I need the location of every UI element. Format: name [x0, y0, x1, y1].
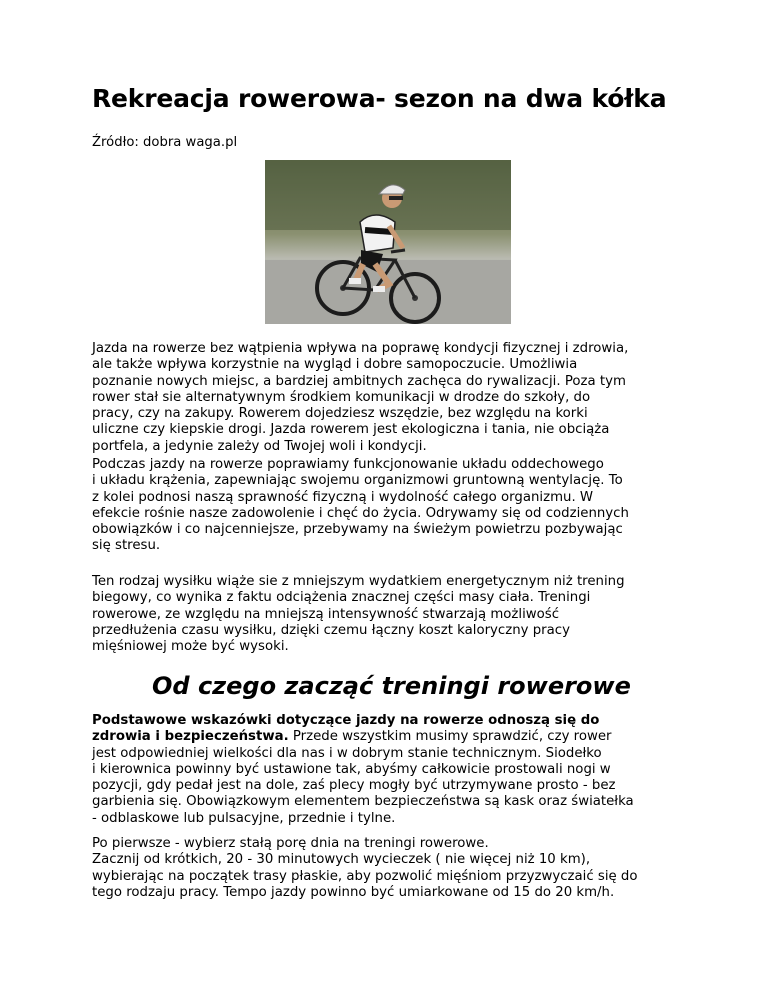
paragraph-2: Podczas jazdy na rowerze poprawiamy funkcjonowanie układu oddechowego i układu krążenia, zapewniając swojemu organizmowi gruntowną wentylację. To z kolei podnosi naszą sprawność fizyczną i wydolność całego organizmu. W efekcie rośnie nasze zadowolenie i chęć do życia. Odrywamy się od codziennych obowiązków i co najcenniejsze, przebywamy na świeżym powietrzu pozbywając się stresu. [92, 457, 629, 554]
paragraph-5: Po pierwsze - wybierz stałą porę dnia na treningi rowerowe. Zacznij od krótkich, 20 - 30 minutowych wycieczek ( nie więcej niż 10 km), wybierając na początek trasy płaskie, aby pozwolić mięśniom przyzwyczaić się do tego rodzaju pracy. Tempo jazdy powinno być umiarkowane od 15 do 20 km/h. [92, 836, 638, 900]
paragraph-1: Jazda na rowerze bez wątpienia wpływa na poprawę kondycji fizycznej i zdrowia, ale także wpływa korzystnie na wygląd i dobre samopoczucie. Umożliwia poznanie nowych miejsc, a bardziej ambitnych zachęca do rywalizacji. Poza tym rower stał sie alternatywnym środkiem komunikacji w drodze do szkoły, do pracy, czy na zakupy. Rowerem dojedziesz wszędzie, bez względu na korki uliczne czy kiepskie drogi. Jazda rowerem jest ekologiczna i tania, nie obciąża portfela, a jedynie zależy od Twojej woli i kondycji. [92, 341, 629, 454]
article-source: Źródło: dobra waga.pl [92, 135, 238, 150]
paragraph-3: Ten rodzaj wysiłku wiąże sie z mniejszym wydatkiem energetycznym niż trening biegowy, co wynika z faktu odciążenia znacznej części masy ciała. Treningi rowerowe, ze względu na mniejszą intensywność stwarzają możliwość przedłużenia czasu wysiłku, dzięki czemu łączny koszt kaloryczny pracy mięśniowej może być wysoki. [92, 574, 625, 655]
paragraph-4-body: Przede wszystkim musimy sprawdzić, czy rower jest odpowiedniej wielkości dla nas i w dobrym stanie technicznym. Siodełko i kierownica powinny być ustawione tak, abyśmy całkowicie prostowali nogi w pozycji, gdy pedał jest na dole, zaś plecy mogły być utrzymywane prosto - bez garbienia się. Obowiązkowym elementem bezpieczeństwa są kask oraz światełka - odblaskowe lub pulsacyjne, przednie i tylne. [92, 729, 634, 826]
cyclist-photo [265, 160, 511, 324]
section-heading: Od czego zacząć treningi rowerowe [152, 672, 631, 700]
paragraph-4-lead: Podstawowe wskazówki dotyczące jazdy na rowerze odnoszą się do zdrowia i bezpieczeństwa. [92, 713, 600, 745]
paragraph-4 [92, 713, 692, 827]
article-title: Rekreacja rowerowa- sezon na dwa kółka [92, 84, 667, 113]
cyclist-illustration [265, 160, 511, 324]
